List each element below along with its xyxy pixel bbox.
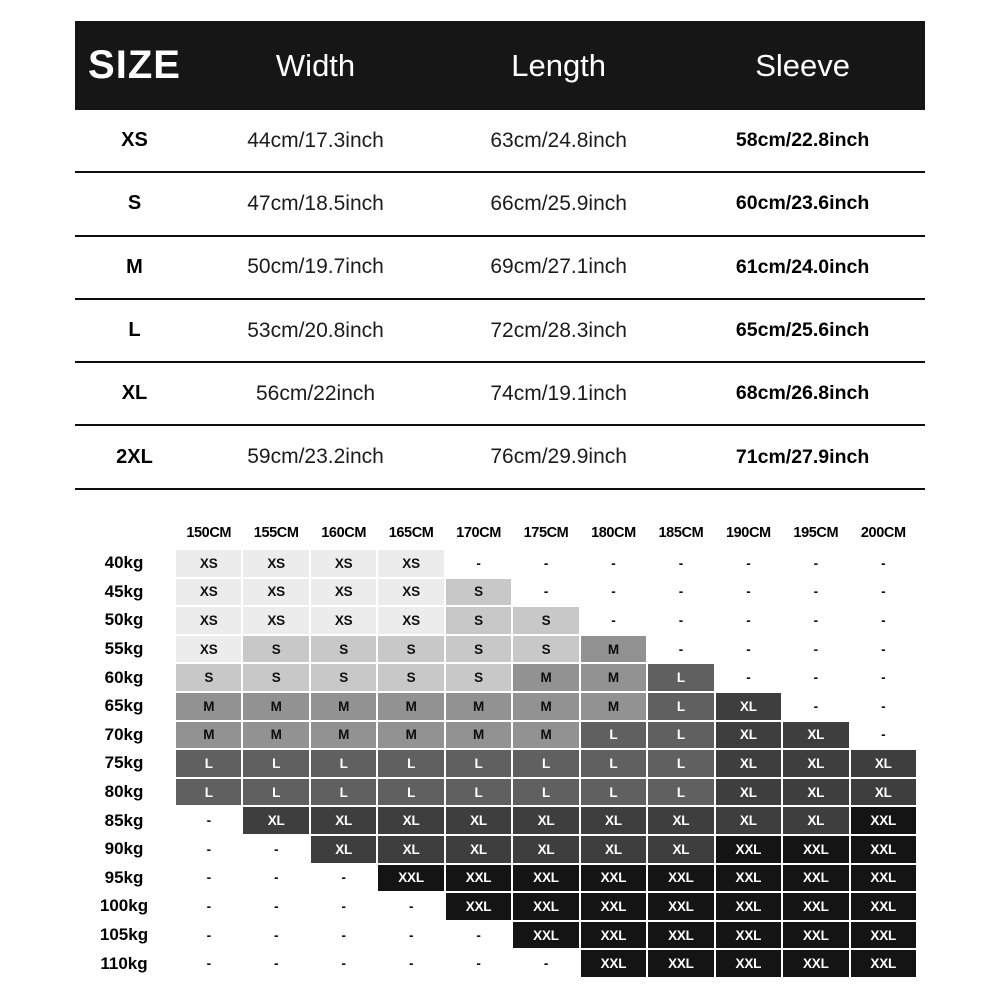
size-cell-empty: - <box>851 722 916 749</box>
size-cell-l: L <box>581 779 646 806</box>
weight-label-110kg: 110kg <box>100 953 148 973</box>
size-cell-empty: - <box>311 893 376 920</box>
size-cell-xxl: XXL <box>783 893 848 920</box>
size-cell-empty: - <box>311 865 376 892</box>
sleeve-value: 61cm/24.0inch <box>735 255 870 278</box>
measurement-row-2xl <box>75 426 925 489</box>
size-cell-m: M <box>581 693 646 720</box>
size-cell-empty: - <box>176 836 241 863</box>
size-cell-xxl: XXL <box>851 893 916 920</box>
size-cell-empty: - <box>176 865 241 892</box>
size-cell-empty: - <box>851 607 916 634</box>
size-cell-xs: XS <box>311 607 376 634</box>
size-cell-l: L <box>176 750 241 777</box>
size-cell-empty: - <box>176 950 241 977</box>
row-size-label: S <box>127 192 142 215</box>
size-cell-empty: - <box>851 664 916 691</box>
length-value: 74cm/19.1inch <box>490 381 627 405</box>
height-header-175cm: 175CM <box>523 525 569 541</box>
size-cell-empty: - <box>648 550 713 577</box>
size-cell-xl: XL <box>648 836 713 863</box>
size-cell-empty: - <box>783 550 848 577</box>
size-cell-s: S <box>311 636 376 663</box>
size-cell-xxl: XXL <box>716 865 781 892</box>
size-cell-l: L <box>378 750 443 777</box>
weight-label-70kg: 70kg <box>104 724 144 744</box>
size-cell-xl: XL <box>378 807 443 834</box>
size-cell-s: S <box>311 664 376 691</box>
size-cell-empty: - <box>783 693 848 720</box>
height-header-185cm: 185CM <box>658 525 704 541</box>
size-cell-l: L <box>446 750 511 777</box>
size-cell-xxl: XXL <box>446 893 511 920</box>
size-cell-s: S <box>513 607 578 634</box>
size-cell-xl: XL <box>716 750 781 777</box>
size-cell-xxl: XXL <box>851 922 916 949</box>
size-cell-empty: - <box>243 950 308 977</box>
height-header-165cm: 165CM <box>388 525 434 541</box>
size-cell-empty: - <box>446 550 511 577</box>
size-table-rows <box>75 110 925 490</box>
weight-label-80kg: 80kg <box>104 782 144 802</box>
size-cell-xxl: XXL <box>513 922 578 949</box>
size-cell-s: S <box>513 636 578 663</box>
header-length-label: Length <box>511 47 607 83</box>
height-header-160cm: 160CM <box>321 525 366 541</box>
size-cell-xxl: XXL <box>581 950 646 977</box>
size-cell-xl: XL <box>311 836 376 863</box>
size-cell-xxl: XXL <box>513 865 578 892</box>
size-table-header-bar <box>75 21 925 110</box>
size-cell-xxl: XXL <box>648 865 713 892</box>
height-header-170cm: 170CM <box>456 525 501 541</box>
size-cell-xxl: XXL <box>378 865 443 892</box>
size-cell-m: M <box>176 722 241 749</box>
size-cell-m: M <box>378 693 443 720</box>
size-cell-xs: XS <box>311 550 376 577</box>
weight-label-75kg: 75kg <box>104 753 144 773</box>
size-cell-xxl: XXL <box>716 893 781 920</box>
size-cell-xxl: XXL <box>446 865 511 892</box>
size-cell-xxl: XXL <box>716 836 781 863</box>
height-header-195cm: 195CM <box>793 525 839 541</box>
size-cell-xxl: XXL <box>581 893 646 920</box>
size-cell-xl: XL <box>783 779 848 806</box>
length-value: 76cm/29.9inch <box>490 445 627 469</box>
size-cell-xl: XL <box>378 836 443 863</box>
size-cell-m: M <box>378 722 443 749</box>
weight-label-105kg: 105kg <box>99 925 149 945</box>
size-cell-l: L <box>311 779 376 806</box>
row-size-label: L <box>128 319 141 342</box>
size-cell-empty: - <box>648 607 713 634</box>
size-cell-xxl: XXL <box>783 950 848 977</box>
size-cell-s: S <box>243 636 308 663</box>
size-cell-l: L <box>648 722 713 749</box>
size-cell-empty: - <box>851 579 916 606</box>
size-cell-xs: XS <box>176 636 241 663</box>
size-cell-xs: XS <box>378 579 443 606</box>
size-cell-empty: - <box>648 579 713 606</box>
size-cell-empty: - <box>783 664 848 691</box>
size-cell-empty: - <box>513 579 578 606</box>
size-cell-empty: - <box>581 579 646 606</box>
size-cell-empty: - <box>243 865 308 892</box>
size-cell-empty: - <box>581 607 646 634</box>
size-cell-empty: - <box>648 636 713 663</box>
size-cell-xl: XL <box>716 807 781 834</box>
size-cell-empty: - <box>311 950 376 977</box>
size-cell-empty: - <box>851 550 916 577</box>
height-weight-matrix <box>74 518 916 977</box>
size-cell-xs: XS <box>176 550 241 577</box>
size-cell-xl: XL <box>243 807 308 834</box>
length-value: 69cm/27.1inch <box>490 255 627 279</box>
size-cell-xl: XL <box>446 807 511 834</box>
size-cell-xxl: XXL <box>783 922 848 949</box>
height-header-155cm: 155CM <box>253 525 299 541</box>
size-cell-xxl: XXL <box>581 922 646 949</box>
size-cell-empty: - <box>851 693 916 720</box>
size-cell-l: L <box>648 750 713 777</box>
size-cell-s: S <box>446 636 511 663</box>
size-cell-empty: - <box>311 922 376 949</box>
weight-label-85kg: 85kg <box>104 810 144 830</box>
size-cell-empty: - <box>446 950 511 977</box>
weight-label-100kg: 100kg <box>99 896 149 916</box>
size-cell-l: L <box>648 664 713 691</box>
size-cell-m: M <box>311 693 376 720</box>
size-cell-xxl: XXL <box>648 893 713 920</box>
length-value: 72cm/28.3inch <box>490 318 627 342</box>
size-cell-l: L <box>243 779 308 806</box>
width-value: 44cm/17.3inch <box>247 128 384 152</box>
size-measurements-table <box>75 21 925 490</box>
size-cell-empty: - <box>243 893 308 920</box>
size-cell-empty: - <box>716 579 781 606</box>
header-sleeve-label: Sleeve <box>755 47 850 83</box>
width-value: 56cm/22inch <box>256 381 376 405</box>
width-value: 53cm/20.8inch <box>247 318 384 342</box>
size-cell-m: M <box>513 693 578 720</box>
weight-label-95kg: 95kg <box>104 867 144 887</box>
size-cell-xl: XL <box>716 779 781 806</box>
size-cell-xxl: XXL <box>783 865 848 892</box>
width-value: 59cm/23.2inch <box>247 445 384 469</box>
size-cell-m: M <box>513 664 578 691</box>
size-cell-xs: XS <box>311 579 376 606</box>
size-cell-empty: - <box>378 893 443 920</box>
size-cell-xs: XS <box>378 550 443 577</box>
size-cell-empty: - <box>716 636 781 663</box>
size-cell-xs: XS <box>176 579 241 606</box>
header-size-label: SIZE <box>88 43 181 87</box>
size-cell-empty: - <box>243 836 308 863</box>
weight-label-65kg: 65kg <box>104 696 144 716</box>
size-cell-xxl: XXL <box>783 836 848 863</box>
height-header-150cm: 150CM <box>186 525 232 541</box>
size-cell-s: S <box>176 664 241 691</box>
size-cell-l: L <box>311 750 376 777</box>
size-cell-empty: - <box>513 550 578 577</box>
size-cell-m: M <box>446 693 511 720</box>
row-size-label: M <box>126 255 143 278</box>
sleeve-value: 68cm/26.8inch <box>735 382 870 405</box>
sleeve-value: 71cm/27.9inch <box>735 445 870 468</box>
size-cell-m: M <box>446 722 511 749</box>
size-cell-xxl: XXL <box>716 922 781 949</box>
size-cell-empty: - <box>783 607 848 634</box>
matrix-corner-cell <box>74 518 174 548</box>
size-cell-xl: XL <box>716 693 781 720</box>
size-cell-l: L <box>648 779 713 806</box>
header-width-label: Width <box>275 47 356 83</box>
measurement-row-xl <box>75 363 925 426</box>
size-cell-empty: - <box>851 636 916 663</box>
size-cell-m: M <box>311 722 376 749</box>
size-cell-empty: - <box>378 922 443 949</box>
size-cell-m: M <box>243 722 308 749</box>
weight-label-55kg: 55kg <box>104 639 144 659</box>
size-cell-xs: XS <box>243 607 308 634</box>
size-cell-xxl: XXL <box>513 893 578 920</box>
size-cell-empty: - <box>176 893 241 920</box>
size-cell-s: S <box>446 579 511 606</box>
size-cell-xxl: XXL <box>851 950 916 977</box>
weight-label-45kg: 45kg <box>104 581 144 601</box>
size-cell-l: L <box>446 779 511 806</box>
size-cell-xs: XS <box>243 579 308 606</box>
size-cell-xl: XL <box>783 750 848 777</box>
row-size-label: XS <box>121 129 148 152</box>
size-cell-xl: XL <box>311 807 376 834</box>
width-value: 47cm/18.5inch <box>247 191 384 215</box>
length-value: 66cm/25.9inch <box>490 191 627 215</box>
size-cell-l: L <box>581 750 646 777</box>
size-cell-m: M <box>581 636 646 663</box>
weight-label-60kg: 60kg <box>104 667 144 687</box>
sleeve-value: 60cm/23.6inch <box>735 192 870 215</box>
height-header-190cm: 190CM <box>725 525 771 541</box>
weight-label-50kg: 50kg <box>104 610 144 630</box>
size-cell-l: L <box>513 779 578 806</box>
size-cell-m: M <box>581 664 646 691</box>
size-cell-xxl: XXL <box>851 865 916 892</box>
size-cell-xl: XL <box>783 722 848 749</box>
measurement-row-l <box>75 300 925 363</box>
weight-label-90kg: 90kg <box>104 839 144 859</box>
measurement-row-s <box>75 173 925 236</box>
size-cell-empty: - <box>243 922 308 949</box>
height-header-180cm: 180CM <box>591 525 636 541</box>
size-cell-s: S <box>446 607 511 634</box>
size-cell-xxl: XXL <box>851 807 916 834</box>
size-cell-s: S <box>378 664 443 691</box>
size-cell-xl: XL <box>783 807 848 834</box>
height-header-200cm: 200CM <box>860 525 906 541</box>
sleeve-value: 58cm/22.8inch <box>735 129 870 152</box>
size-cell-xxl: XXL <box>851 836 916 863</box>
size-cell-s: S <box>446 664 511 691</box>
size-cell-l: L <box>648 693 713 720</box>
size-cell-xl: XL <box>716 722 781 749</box>
size-cell-l: L <box>243 750 308 777</box>
size-cell-l: L <box>176 779 241 806</box>
size-cell-m: M <box>243 693 308 720</box>
size-cell-xxl: XXL <box>716 950 781 977</box>
length-value: 63cm/24.8inch <box>490 128 627 152</box>
size-cell-empty: - <box>783 636 848 663</box>
size-cell-xxl: XXL <box>648 922 713 949</box>
size-cell-xxl: XXL <box>648 950 713 977</box>
size-cell-empty: - <box>176 922 241 949</box>
size-cell-xs: XS <box>378 607 443 634</box>
size-cell-xl: XL <box>851 750 916 777</box>
size-cell-empty: - <box>446 922 511 949</box>
size-cell-m: M <box>513 722 578 749</box>
size-cell-xs: XS <box>176 607 241 634</box>
size-cell-l: L <box>378 779 443 806</box>
weight-label-40kg: 40kg <box>104 553 144 573</box>
size-cell-m: M <box>176 693 241 720</box>
measurement-row-m <box>75 237 925 300</box>
row-size-label: XL <box>121 382 148 405</box>
size-cell-xl: XL <box>851 779 916 806</box>
sleeve-value: 65cm/25.6inch <box>735 319 870 342</box>
size-cell-xl: XL <box>648 807 713 834</box>
width-value: 50cm/19.7inch <box>247 255 384 279</box>
size-cell-empty: - <box>513 950 578 977</box>
size-cell-xl: XL <box>513 836 578 863</box>
measurement-row-xs <box>75 110 925 173</box>
size-cell-empty: - <box>581 550 646 577</box>
size-cell-empty: - <box>378 950 443 977</box>
row-size-label: 2XL <box>116 445 153 468</box>
size-cell-xs: XS <box>243 550 308 577</box>
size-cell-empty: - <box>716 550 781 577</box>
size-cell-empty: - <box>716 607 781 634</box>
size-cell-xl: XL <box>581 836 646 863</box>
size-cell-xl: XL <box>446 836 511 863</box>
size-cell-s: S <box>378 636 443 663</box>
size-cell-empty: - <box>783 579 848 606</box>
size-cell-empty: - <box>176 807 241 834</box>
size-cell-s: S <box>243 664 308 691</box>
size-cell-xxl: XXL <box>581 865 646 892</box>
size-cell-empty: - <box>716 664 781 691</box>
size-cell-l: L <box>513 750 578 777</box>
size-cell-xl: XL <box>581 807 646 834</box>
size-cell-l: L <box>581 722 646 749</box>
size-cell-xl: XL <box>513 807 578 834</box>
